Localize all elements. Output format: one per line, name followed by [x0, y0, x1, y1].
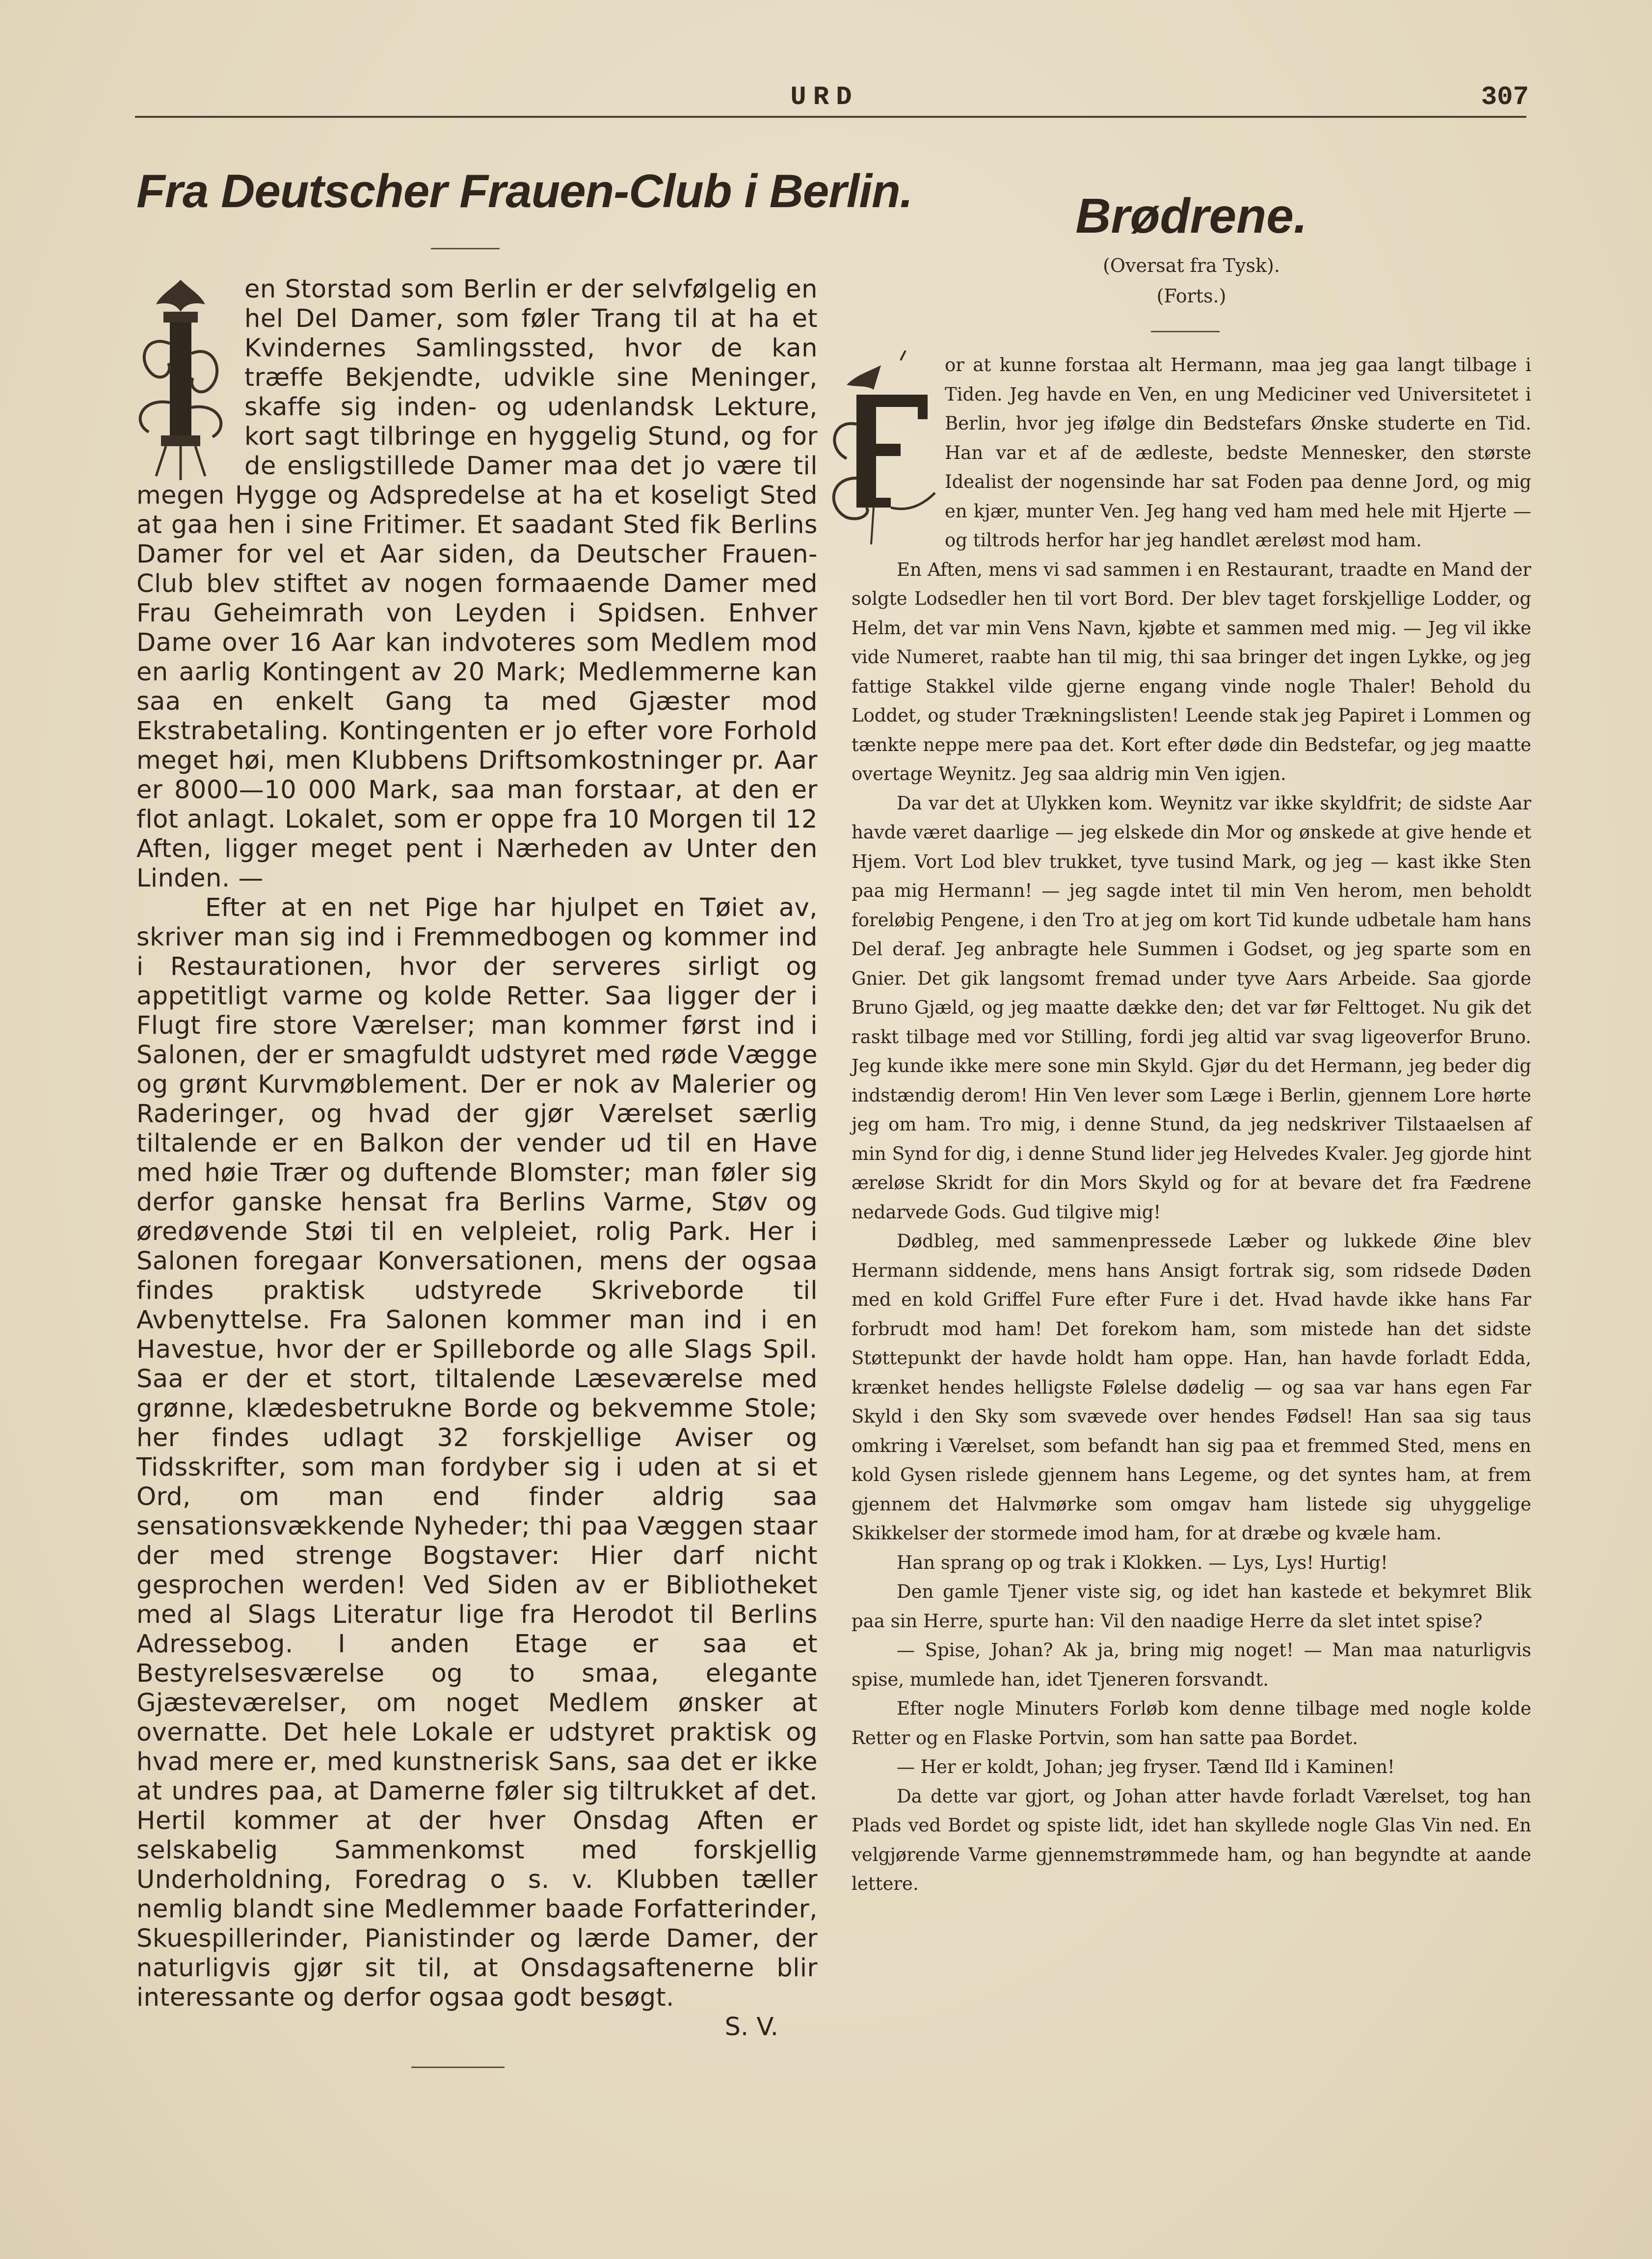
right-article-paragraph-8: Efter nogle Minuters Forløb kom denne tilbage med nogle kolde Retter og en Flaske Portvin, som han satte paa Bordet.: [852, 1698, 1531, 1748]
left-article-signature: S. V.: [724, 2013, 778, 2042]
right-title-rule: [1151, 331, 1220, 332]
right-article-continued: (Forts.): [1156, 285, 1226, 307]
left-title-rule: [431, 248, 500, 249]
right-article-paragraph-5: Han sprang op og trak i Klokken. — Lys, Lys! Hurtig!: [897, 1552, 1388, 1573]
page-number: 307: [1481, 82, 1529, 112]
right-article-paragraph-2: En Aften, mens vi sad sammen i en Restaurant, traadte en Mand der solgte Lodsedler hen til vort Bord. Der blev taget forskjellige Lodder, og Helm, det var min Vens Navn, kjøbte et sammen med mig. — Jeg vil ikke vide Numeret, raabte han til mig, thi saa bringer det ingen Lykke, og jeg fattige Stakkel vilde gjerne engang vinde nogle Thaler! Behold du Loddet, og studer Trækningslisten! Leende stak jeg Papiret i Lommen og tænkte neppe mere paa det. Kort efter døde din Bedstefar, og jeg maatte overtage Weynitz. Jeg saa aldrig min Ven igjen.: [852, 559, 1531, 784]
right-article: [852, 182, 1531, 1899]
right-article-subtitle: (Oversat fra Tysk).: [1103, 255, 1280, 276]
right-article-paragraph-3: Da var det at Ulykken kom. Weynitz var ikke skyldfrit; de sidste Aar havde været daarlige — jeg elskede din Mor og ønskede at give hende et Hjem. Vort Lod blev trukket, tyve tusind Mark, og jeg — kast ikke Sten paa mig Hermann! — jeg sagde intet til min Ven herom, men beholdt foreløbig Pengene, i den Tro at jeg om kort Tid kunde udbetale ham hans Del deraf. Jeg anbragte hele Summen i Godset, og jeg sparte som en Gnier. Det gik langsomt fremad under tyve Aars Arbeide. Saa gjorde Bruno Gjæld, og jeg maatte dække den; det var før Felttoget. Nu gik det raskt tilbage med vor Stilling, fordi jeg altid var svag ligeoverfor Bruno. Jeg kunde ikke mere sone min Skyld. Gjør du det Hermann, jeg beder dig indstændig derom! Hin Ven lever som Læge i Berlin, gjennem Lore hørte jeg om ham. Tro mig, i denne Stund, da jeg nedskriver Tilstaaelsen af min Synd for dig, i denne Stund lider jeg Helvedes Kvaler. Jeg gjorde hint æreløse Skridt for din Mors Skyld og for at bevare det fra Fædrene nedarvede Gods. Gud tilgive mig!: [852, 792, 1531, 1223]
right-article-paragraph-1: or at kunne forstaa alt Hermann, maa jeg gaa langt tilbage i Tiden. Jeg havde en Ven, en ung Mediciner ved Universitetet i Berlin, hvor jeg ifølge din Bedstefars Ønske studerte en Tid. Han var et af de ædleste, bedste Mennesker, den største Idealist der nogensinde har sat Foden paa denne Jord, og mig en kjær, munter Ven. Jeg hang ved ham med hele mit Hjerte — og tiltrods herfor har jeg handlet æreløst mod ham.: [945, 354, 1531, 551]
right-article-paragraph-10: Da dette var gjort, og Johan atter havde forladt Værelset, tog han Plads ved Bordet og spiste lidt, idet han skyllede nogle Glas Vin ned. En velgjørende Varme gjennemstrømmede ham, og han begyndte at aande lettere.: [852, 1785, 1531, 1894]
right-article-title: Brødrene.: [1075, 188, 1307, 243]
left-article-title: Fra Deutscher Frauen-Club i Berlin.: [136, 165, 913, 217]
right-article-paragraph-4: Dødbleg, med sammenpressede Læber og lukkede Øine blev Hermann siddende, mens hans Ansigt fortrak sig, som ridsede Døden med en kold Griffel Fure efter Fure i det. Hvad havde ikke hans Far forbrudt mod ham! Det forekom ham, som mistede han det sidste Støttepunkt der havde holdt ham oppe. Han, han havde forladt Edda, krænket hendes helligste Følelse dødelig — og saa var hans egen Far Skyld i den Sky som svævede over hendes Fødsel! Han saa sig taus omkring i Værelset, som befandt han sig paa et fremmed Sted, mens en kold Gysen rislede gjennem hans Legeme, og det syntes ham, at frem gjennem det Halvmørke som omgav ham listede sig uhyggelige Skikkelser der stormede imod ham, for at dræbe og kvæle ham.: [852, 1231, 1531, 1544]
header-rule: [135, 116, 1526, 118]
ornamental-drop-cap-f-icon: [827, 350, 940, 547]
right-article-paragraph-9: — Her er koldt, Johan; jeg fryser. Tænd Ild i Kaminen!: [897, 1756, 1395, 1777]
left-article-paragraph-2: Efter at en net Pige har hjulpet en Tøiet av, skriver man sig ind i Fremmedbogen og kommer ind i Restaurationen, hvor der serveres sirligt og appetitligt varme og kolde Retter. Saa ligger der i Flugt fire store Værelser; man kommer først ind i Salonen, der er smagfuldt udstyret med røde Vægge og grønt Kurvmøblement. Der er nok av Malerier og Raderinger, og hvad der gjør Værelset særlig tiltalende er en Balkon der vender ud til en Have med høie Trær og duftende Blomster; man føler sig derfor ganske hensat fra Berlins Varme, Støv og øredøvende Støi til en velpleiet, rolig Park. Her i Salonen foregaar Konversationen, mens der ogsaa findes praktisk udstyrede Skriveborde til Avbenyttelse. Fra Salonen kommer man ind i en Havestue, hvor der er Spilleborde og alle Slags Spil. Saa er der et stort, tiltalende Læseværelse med grønne, klædesbetrukne Borde og bekvemme Stole; her findes udlagt 32 forskjellige Aviser og Tidsskrifter, som man fordyber sig i uden at si et Ord, om man end finder aldrig saa sensationsvækkende Nyheder; thi paa Væggen staar der med strenge Bogstaver: Hier darf nicht gesprochen werden! Ved Siden av er Bibliotheket med al Slags Literatur lige fra Herodot til Berlins Adressebog. I anden Etage er saa et Bestyrelsesværelse og to smaa, elegante Gjæsteværelser, om noget Medlem ønsker at overnatte. Det hele Lokale er udstyret praktisk og hvad mere er, med kunstnerisk Sans, saa det er ikke at undres paa, at Damerne føler sig tiltrukket af det. Hertil kommer at der hver Onsdag Aften er selskabelig Sammenkomst med forskjellig Underholdning, Foredrag o s. v. Klubben tæller nemlig blandt sine Medlemmer baade Forfatterinder, Skuespillerinder, Pianistinder og lærde Damer, der naturligvis gjør sit til, at Onsdagsaftenerne blir interessante og derfor ogsaa godt besøgt.: [136, 893, 818, 2012]
ornamental-drop-cap-i-icon: [127, 275, 235, 481]
left-article: [136, 162, 913, 2096]
right-article-paragraph-7: — Spise, Johan? Ak ja, bring mig noget! — Man maa naturligvis spise, mumlede han, idet Tjeneren forsvandt.: [852, 1640, 1531, 1690]
right-article-paragraph-6: Den gamle Tjener viste sig, og idet han kastede et bekymret Blik paa sin Herre, spurte han: Vil den naadige Herre da slet intet spise?: [852, 1581, 1531, 1632]
left-article-paragraph-1: en Storstad som Berlin er der selvfølgelig en hel Del Damer, som føler Trang til at ha et Kvindernes Samlingssted, hvor de kan træffe Bekjendte, udvikle sine Meninger, skaffe sig inden- og udenlandsk Lekture, kort sagt tilbringe en hyggelig Stund, og for de ensligstillede Damer maa det jo være til megen Hygge og Adspredelse at ha et koseligt Sted at gaa hen i sine Fritimer. Et saadant Sted fik Berlins Damer for vel et Aar siden, da Deutscher Frauen-Club blev stiftet av nogen formaaende Damer med Frau Geheimrath von Leyden i Spidsen. Enhver Dame over 16 Aar kan indvoteres som Medlem mod en aarlig Kontingent av 20 Mark; Medlemmerne kan saa en enkelt Gang ta med Gjæster mod Ekstrabetaling. Kontingenten er jo efter vore Forhold meget høi, men Klubbens Driftsomkostninger pr. Aar er 8000—10 000 Mark, saa man forstaar, at den er flot anlagt. Lokalet, som er oppe fra 10 Morgen til 12 Aften, ligger meget pent i Nærheden av Unter den Linden. —: [136, 275, 818, 893]
left-end-rule: [411, 2067, 505, 2068]
journal-title: URD: [790, 82, 859, 112]
